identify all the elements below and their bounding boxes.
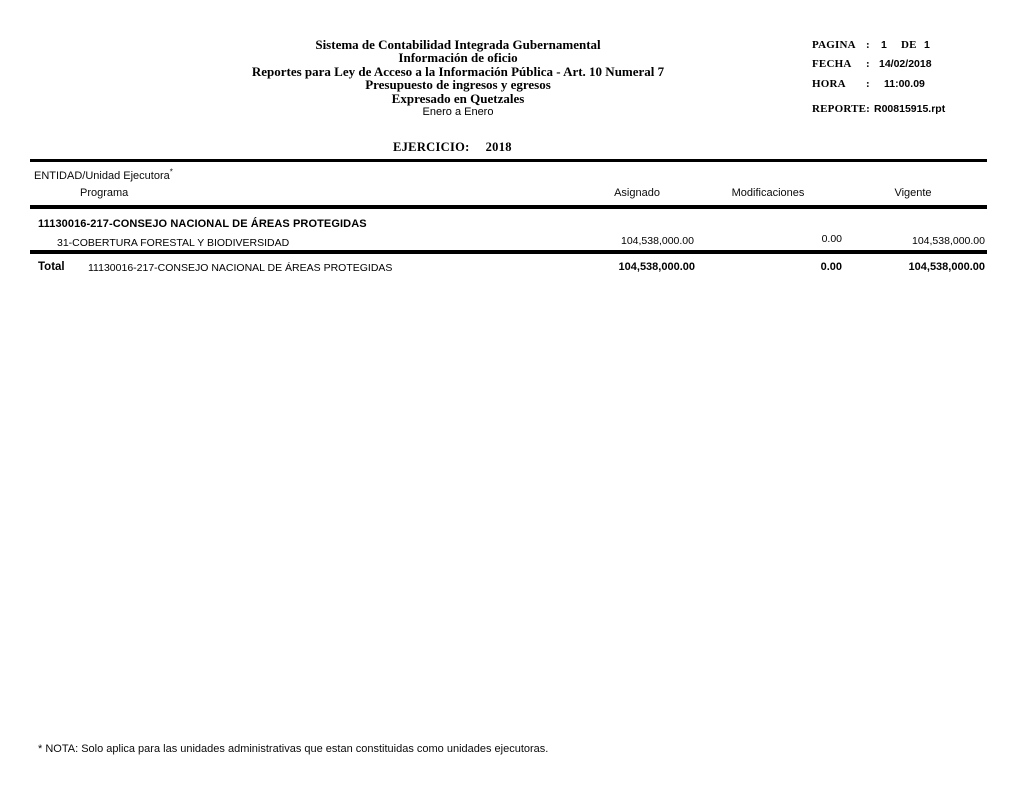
hora-separator: : <box>866 78 870 90</box>
col-header-entidad-text: ENTIDAD/Unidad Ejecutora <box>34 170 170 182</box>
total-row-modificaciones: 0.00 <box>820 261 842 273</box>
col-header-entidad <box>34 167 173 182</box>
ejercicio-label: EJERCICIO: <box>393 140 470 154</box>
footer-note: * NOTA: Solo aplica para las unidades administrativas que estan constituidas como unidades ejecutoras. <box>38 743 549 755</box>
pagina-de-label: DE <box>901 39 917 51</box>
report-title-line-2: Información de oficio <box>398 50 518 66</box>
pagina-value: 1 <box>881 39 887 51</box>
table-header-rule <box>30 205 987 209</box>
program-row-modificaciones: 0.00 <box>821 233 842 245</box>
program-row-asignado: 104,538,000.00 <box>621 235 694 247</box>
program-row-vigente: 104,538,000.00 <box>912 235 985 247</box>
fecha-separator: : <box>866 58 870 70</box>
report-title-line-1: Sistema de Contabilidad Integrada Gubernamental <box>315 37 601 52</box>
col-header-asignado: Asignado <box>614 187 660 199</box>
fecha-label: FECHA <box>812 58 852 70</box>
ejercicio-value: 2018 <box>485 140 512 154</box>
report-title-block <box>138 38 778 119</box>
report-title-line-4: Presupuesto de ingresos y egresos <box>365 77 551 93</box>
hora-label: HORA <box>812 78 846 90</box>
col-header-programa: Programa <box>80 187 129 199</box>
total-row-label: Total <box>38 261 65 273</box>
report-period: Enero a Enero <box>422 106 494 119</box>
table-top-rule <box>30 159 987 162</box>
report-title-line-5: Expresado en Quetzales <box>391 90 525 106</box>
entity-row-label: 11130016-217-CONSEJO NACIONAL DE ÁREAS PROTEGIDAS <box>38 218 367 230</box>
total-row-asignado: 104,538,000.00 <box>618 261 695 273</box>
reporte-value: R00815915.rpt <box>874 103 946 115</box>
report-title-line-3: Reportes para Ley de Acceso a la Información Pública - Art. 10 Numeral 7 <box>251 63 665 79</box>
total-row-entity: 11130016-217-CONSEJO NACIONAL DE ÁREAS PROTEGIDAS <box>88 262 393 274</box>
total-row-vigente: 104,538,000.00 <box>908 261 985 273</box>
reporte-label: REPORTE: <box>812 103 871 115</box>
col-header-vigente: Vigente <box>894 187 932 199</box>
ejercicio-row <box>393 140 512 155</box>
pagina-separator: : <box>866 39 870 51</box>
pagina-label: PAGINA <box>812 39 856 51</box>
hora-value: 11:00.09 <box>884 78 925 90</box>
program-row-label: 31-COBERTURA FORESTAL Y BIODIVERSIDAD <box>57 237 290 249</box>
pagina-total: 1 <box>924 39 930 51</box>
col-header-entidad-asterisk: * <box>169 167 173 177</box>
table-body-rule <box>30 250 987 254</box>
col-header-modificaciones: Modificaciones <box>731 187 805 199</box>
fecha-value: 14/02/2018 <box>879 58 932 70</box>
